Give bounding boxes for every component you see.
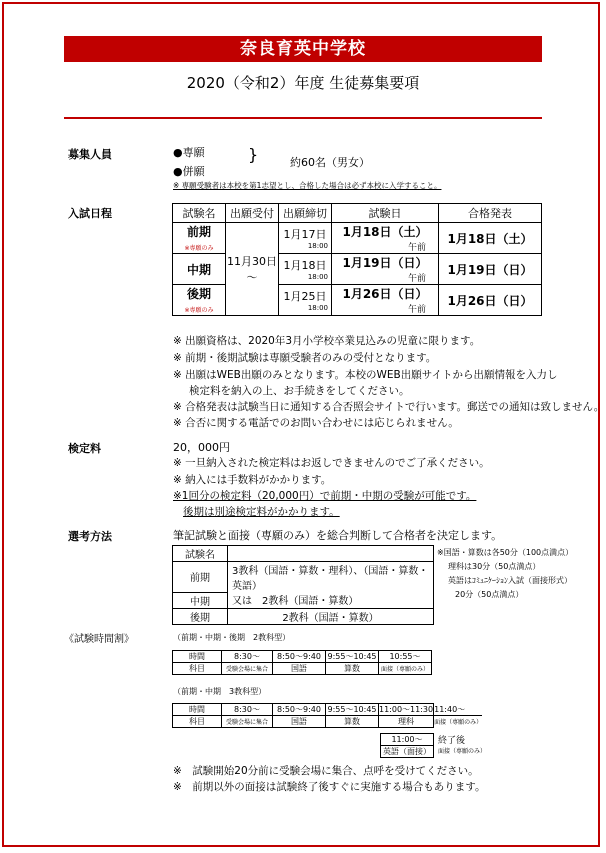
tt-cell: 時間 [173,651,222,663]
recruitment-label: 募集人員 [68,148,112,161]
table-row [173,716,483,728]
timetable-note: ※ 前期以外の面接は試験終了後すぐに実施する場合もあります。 [173,781,486,793]
type-heikan: ●併願 [173,165,205,178]
tt-cell: 10:55〜 [379,651,432,663]
fee-note: 後期は別途検定料がかかります。 [183,506,340,518]
exam-time: 午前 [407,274,426,284]
fee-note: ※ 一旦納入された検定料はお返しできませんのでご了承ください。 [173,457,490,469]
type-senkan: ●専願 [173,146,205,159]
selection-exam: 後期 [173,608,228,624]
schedule-label: 入試日程 [68,207,112,220]
table-row [173,663,432,675]
tt-cell: 科目 [173,716,222,728]
timetable-label: 《試験時間割》 [64,634,134,645]
timetable-three-subject [172,703,482,728]
fee-note: ※1回分の検定料（20,000円）で前期・中期の受験が可能です。 [173,490,477,502]
selection-side-note: 20分（50点満点） [455,590,524,599]
selection-exam: 前期 [173,562,228,593]
tt-cell: 8:30〜 [222,651,273,663]
fee-note: ※ 納入には手数料がかかります。 [173,474,332,486]
table-row [173,608,434,624]
selection-exam: 中期 [173,592,228,608]
selection-side-note: 英語はｺﾐｭﾆｹｰｼｮﾝ入試（面接形式） [448,576,572,585]
tt-cell: 算数 [326,663,379,675]
selection-subjects: 2教科（国語・算数） [228,608,434,624]
deadline: 1月17日 [283,228,327,241]
selection-side-note: ※国語・算数は各50分（100点満点） [437,548,574,557]
tt-cell: 理科 [379,716,434,728]
timetable-caption: （前期・中期・後期 2教科型） [173,633,291,642]
tt-cell: 8:50〜9:40 [273,651,326,663]
tt-cell: 9:55〜10:45 [327,705,377,714]
selection-subjects: 3教科（国語・算数・理科）、（国語・算数・英語） [228,562,434,593]
table-row [381,734,434,746]
header-exam-name: 試験名 [173,204,226,223]
schedule-note: ※ 前期・後期試験は専願受験者のみの受付となります。 [173,352,437,364]
selection-table [172,545,434,625]
header-deadline: 出願締切 [279,204,332,223]
timetable-two-subject [172,650,432,675]
deadline: 1月25日 [283,290,327,303]
page-title: 2020（令和2）年度 生徒募集要項 [186,74,420,92]
header-result: 合格発表 [439,204,542,223]
tt-cell: 8:50〜9:40 [273,704,326,716]
brace-icon: } [248,145,259,164]
tt-cell: 算数 [326,716,379,728]
schedule-note: ※ 出願はWEB出願のみとなります。本校のWEB出願サイトから出願情報を入力し [173,369,558,381]
tt-cell: 8:30〜 [222,704,273,716]
result-date: 1月26日（日） [439,285,542,316]
exam-date: 1月26日（日） [342,287,428,301]
selection-header: 試験名 [173,546,228,562]
tt-cell: 英語（面接） [381,746,434,758]
exam-time: 午前 [407,305,426,315]
tt-cell: 国語 [273,716,326,728]
selection-subjects: 又は 2教科（国語・算数） [228,592,434,608]
table-row [173,562,434,593]
fee-amount: 20，000円 [173,441,230,454]
header-exam-date: 試験日 [332,204,439,223]
recruitment-note: ※ 専願受験者は本校を第1志望とし、合格した場合は必ず本校に入学すること。 [173,181,442,190]
tt-cell: 11:00〜 [381,734,434,746]
timetable-note: ※ 試験開始20分前に受験会場に集合、点呼を受けてください。 [173,765,479,777]
header-reception: 出願受付 [226,204,279,223]
tt-cell: 科目 [173,663,222,675]
exam-note: ※専願のみ [184,307,214,314]
reception-date: 11月30日 [227,255,277,268]
deadline-time: 18:00 [307,242,328,250]
english-timetable [380,733,434,758]
school-name-banner: 奈良育英中学校 [64,36,542,62]
table-row [173,223,542,254]
table-row [381,746,434,758]
tt-cell: 11:40〜 [434,704,483,716]
exam-name: 中期 [173,254,226,285]
fee-label: 検定料 [68,442,101,455]
tt-cell: 11:00〜11:30 [379,705,434,714]
deadline: 1月18日 [283,259,327,272]
table-row [173,651,432,663]
result-date: 1月18日（土） [439,223,542,254]
exam-date: 1月18日（土） [342,225,428,239]
tt-cell: 受験会場に集合 [222,663,273,675]
title-rule [64,117,542,119]
tt-cell: 時間 [173,704,222,716]
selection-description: 筆記試験と面接（専願のみ）を総合判断して合格者を決定します。 [173,529,503,542]
tt-cell: 国語 [273,663,326,675]
timetable-caption: （前期・中期 3教科型） [173,687,267,696]
schedule-note: ※ 合否に関する電話でのお問い合わせには応じられません。 [173,417,459,429]
exam-name: 後期 [186,287,211,301]
capacity-text: 約60名（男女） [290,156,370,169]
tt-cell: 面接（専願のみ） [434,719,483,727]
schedule-note: 検定料を納入の上、お手続きをしてください。 [189,385,410,397]
english-end-note: 終了後 [438,736,466,746]
exam-time: 午前 [407,243,426,253]
exam-date: 1月19日（日） [342,256,428,270]
table-row [173,592,434,608]
deadline-time: 18:00 [307,304,328,312]
exam-name: 前期 [186,225,211,239]
schedule-note: ※ 出願資格は、2020年3月小学校卒業見込みの児童に限ります。 [173,335,481,347]
table-row [173,704,483,716]
schedule-note: ※ 合格発表は試験当日に通知する合否照会サイトで行います。郵送での通知は致しません。 [173,401,605,413]
exam-note: ※専願のみ [184,245,214,252]
english-interview-note: 面接（専願のみ） [438,748,487,755]
deadline-time: 18:00 [307,273,328,281]
selection-side-note: 理科は30分（50点満点） [448,562,541,571]
result-date: 1月19日（日） [439,254,542,285]
selection-label: 選考方法 [68,530,112,543]
tt-cell: 9:55〜10:45 [327,652,377,661]
schedule-table [172,203,542,316]
tt-cell: 受験会場に集合 [222,716,273,728]
tt-cell: 面接（専願のみ） [379,663,432,675]
reception-tilde: 〜 [246,271,258,284]
